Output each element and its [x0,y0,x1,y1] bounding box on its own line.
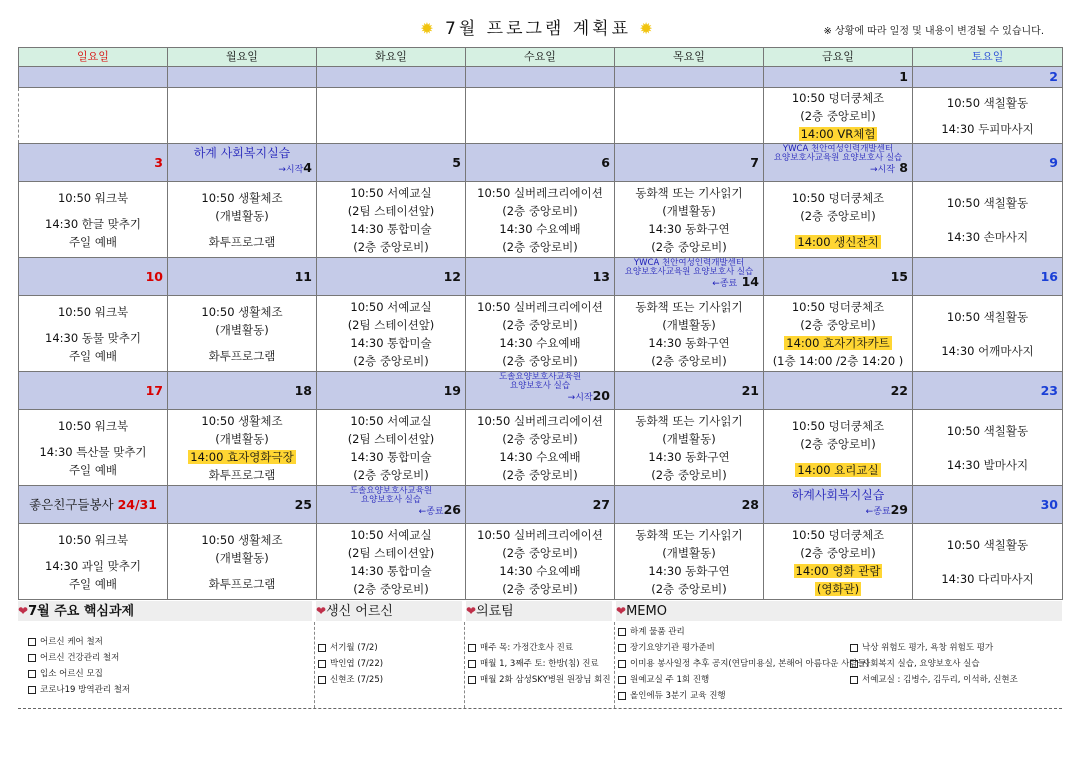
notice-text: ※ 상황에 따라 일정 및 내용이 변경될 수 있습니다. [823,26,1044,37]
date-cell: 15 [764,258,913,296]
checkbox-icon [468,660,476,668]
checkbox-icon [468,676,476,684]
list-item: 매주 목: 가정간호사 진료 [468,640,611,656]
date-cell: 28 [615,486,764,524]
date-cell [317,67,466,88]
weekday-header [19,48,1063,67]
date-cell: 17 [19,372,168,410]
list-item: 서기월 (7/2) [318,640,383,656]
program-cell: 10:50 덩더쿵체조 (2층 중앙로비) 14:00 VR체험 [764,88,913,144]
program-cell: 10:50 실버레크리에이션 (2층 중앙로비) 14:30 수요예배 (2층 중앙로비) [466,410,615,486]
date-cell: 18 [168,372,317,410]
date-cell: 13 [466,258,615,296]
event-note: 도솔요양보호사교육원 요양보호사 실습 [349,486,433,505]
date-cell: 3 [19,144,168,182]
date-cell: 30 [913,486,1063,524]
date-cell: 11 [168,258,317,296]
program-cell [19,88,168,144]
program-cell: 10:50 실버레크리에이션 (2층 중앙로비) 14:30 수요예배 (2층 중앙로비) [466,296,615,372]
event-note: YWCA 천안여성인력개발센터 요양보호사교육원 요양보호사 실습 [624,258,754,277]
heart-icon: ❤ [466,604,477,618]
program-row [19,524,1063,600]
checkbox-icon [850,660,858,668]
list-item: 박인엽 (7/22) [318,656,383,672]
highlight-event: 14:00 생신잔치 [797,234,879,249]
list-item: 올인에듀 3분기 교육 진행 [618,688,869,704]
program-cell: 10:50 덩더쿵체조 (2층 중앙로비) 14:00 효자기차카트 (1층 14:00 /2층 14:20 ) [764,296,913,372]
program-cell: 동화책 또는 기사읽기 (개별활동) 14:30 동화구연 (2층 중앙로비) [615,524,764,600]
program-cell: 10:50 워크북 14:30 특산물 맞추기 주일 예배 [19,410,168,486]
weekday-fri: 금요일 [764,48,913,67]
date-cell [466,67,615,88]
memo-header: ❤MEMO [616,601,1062,621]
event-note: 하계사회복지실습 [791,488,885,502]
date-cell: 하계 사회복지실습 →시작4 [168,144,317,182]
program-cell: 10:50 서예교실 (2팀 스테이션앞) 14:30 통합미술 (2층 중앙로비) [317,524,466,600]
weekday-sat: 토요일 [913,48,1063,67]
list-item: 하계 물품 관리 [618,624,869,640]
date-cell [19,67,168,88]
program-cell: 10:50 색칠활동 14:30 다리마사지 [913,524,1063,600]
list-item: 이미용 봉사일정 추후 공지(연담미용실, 본해어 아름다운 사람들) [618,656,869,672]
list-item: 신현조 (7/25) [318,672,383,688]
checkbox-icon [618,692,626,700]
date-cell: 1 [764,67,913,88]
date-cell: 하계사회복지실습 ←종료29 [764,486,913,524]
program-cell: 10:50 색칠활동 14:30 손마사지 [913,182,1063,258]
birthday-list [318,640,383,688]
date-cell: 7 [615,144,764,182]
program-cell [615,88,764,144]
program-cell: 10:50 실버레크리에이션 (2층 중앙로비) 14:30 수요예배 (2층 중앙로비) [466,524,615,600]
date-cell: 19 [317,372,466,410]
birthday-header: ❤생신 어르신 [316,601,462,621]
date-cell: 도솔요양보호사교육원 요양보호사 실습 ←종료26 [317,486,466,524]
event-note: 하계 사회복지실습 [193,146,291,160]
program-cell [466,88,615,144]
calendar-table [18,47,1063,600]
program-row [19,296,1063,372]
program-cell: 10:50 서예교실 (2팀 스테이션앞) 14:30 통합미술 (2층 중앙로비) [317,410,466,486]
checkbox-icon [850,676,858,684]
program-cell: 10:50 생활체조 (개별활동) 화투프로그램 [168,296,317,372]
program-cell: 10:50 워크북 14:30 한글 맞추기 주일 예배 [19,182,168,258]
bottom-panel [18,600,1062,709]
date-cell: YWCA 천안여성인력개발센터 요양보호사교육원 요양보호사 실습 →시작 8 [764,144,913,182]
tasks-list [28,634,130,698]
program-cell: 10:50 색칠활동 14:30 두피마사지 [913,88,1063,144]
weekday-wed: 수요일 [466,48,615,67]
program-cell: 10:50 덩더쿵체조 (2층 중앙로비) 14:00 생신잔치 [764,182,913,258]
date-cell [615,67,764,88]
date-cell: 27 [466,486,615,524]
date-row [19,486,1063,524]
checkbox-icon [28,654,36,662]
checkbox-icon [618,676,626,684]
checkbox-icon [618,628,626,636]
date-cell: 25 [168,486,317,524]
program-cell: 10:50 워크북 14:30 동물 맞추기 주일 예배 [19,296,168,372]
checkbox-icon [318,660,326,668]
list-item: 원예교실 주 1회 진행 [618,672,869,688]
date-cell: YWCA 천안여성인력개발센터 요양보호사교육원 요양보호사 실습 ←종료 14 [615,258,764,296]
highlight-event: 14:00 효자영화극장 [190,449,294,464]
checkbox-icon [28,670,36,678]
memo-list [618,624,869,704]
program-cell: 10:50 덩더쿵체조 (2층 중앙로비) 14:00 영화 관람 (영화관) [764,524,913,600]
date-cell: 도솔요양보호사교육원 요양보호사 실습 →시작20 [466,372,615,410]
list-item: 입소 어르신 모집 [28,666,130,682]
list-item: 어르신 건강관리 철저 [28,650,130,666]
date-row [19,258,1063,296]
program-cell: 10:50 서예교실 (2팀 스테이션앞) 14:30 통합미술 (2층 중앙로비) [317,296,466,372]
program-cell: 동화책 또는 기사읽기 (개별활동) 14:30 동화구연 (2층 중앙로비) [615,182,764,258]
date-row [19,144,1063,182]
list-item: 어르신 케어 철저 [28,634,130,650]
program-cell: 10:50 덩더쿵체조 (2층 중앙로비) 14:00 요리교실 [764,410,913,486]
list-item: 매월 1, 3째주 토: 한방(침) 진료 [468,656,611,672]
program-cell: 10:50 서예교실 (2팀 스테이션앞) 14:30 통합미술 (2층 중앙로비) [317,182,466,258]
program-cell [168,88,317,144]
program-row [19,182,1063,258]
event-note: YWCA 천안여성인력개발센터 요양보호사교육원 요양보호사 실습 [773,144,903,163]
program-cell: 10:50 색칠활동 14:30 어깨마사지 [913,296,1063,372]
checkbox-icon [318,644,326,652]
date-cell [168,67,317,88]
date-cell: 5 [317,144,466,182]
date-cell: 21 [615,372,764,410]
list-item: 장기요양기관 평가준비 [618,640,869,656]
program-row [19,88,1063,144]
highlight-event: 14:00 VR체험 [800,126,876,141]
list-item: 코로나19 방역관리 철저 [28,682,130,698]
highlight-event: (영화관) [816,581,860,596]
sun-icon: ✹ [639,19,656,38]
program-cell: 10:50 색칠활동 14:30 발마사지 [913,410,1063,486]
program-cell: 동화책 또는 기사읽기 (개별활동) 14:30 동화구연 (2층 중앙로비) [615,296,764,372]
list-item: 서예교실 : 김병수, 김두리, 이석하, 신현조 [850,672,1018,688]
date-cell: 10 [19,258,168,296]
program-row [19,410,1063,486]
highlight-event: 14:00 효자기차카트 [786,335,890,350]
checkbox-icon [618,644,626,652]
heart-icon: ❤ [316,604,327,618]
checkbox-icon [318,676,326,684]
date-cell: 16 [913,258,1063,296]
date-cell: 2 [913,67,1063,88]
weekday-sun: 일요일 [19,48,168,67]
program-cell [317,88,466,144]
list-item: 사회복지 실습, 요양보호사 실습 [850,656,1018,672]
date-cell: 12 [317,258,466,296]
medical-list [468,640,611,688]
weekday-mon: 월요일 [168,48,317,67]
event-note: 도솔요양보호사교육원 요양보호사 실습 [498,372,582,391]
checkbox-icon [618,660,626,668]
program-cell: 10:50 생활체조 (개별활동) 14:00 효자영화극장 화투프로그램 [168,410,317,486]
program-cell: 10:50 생활체조 (개별활동) 화투프로그램 [168,182,317,258]
program-cell: 동화책 또는 기사읽기 (개별활동) 14:30 동화구연 (2층 중앙로비) [615,410,764,486]
date-cell: 6 [466,144,615,182]
date-cell: 좋은친구들봉사 24/31 [19,486,168,524]
highlight-event: 14:00 영화 관람 [795,563,881,578]
program-cell: 10:50 워크북 14:30 과일 맞추기 주일 예배 [19,524,168,600]
page-title: ✹ 7월 프로그램 계획표 ✹ [420,19,656,39]
memo-list-2 [850,640,1018,688]
date-row [19,372,1063,410]
date-cell: 9 [913,144,1063,182]
program-cell: 10:50 실버레크리에이션 (2층 중앙로비) 14:30 수요예배 (2층 중앙로비) [466,182,615,258]
date-cell: 22 [764,372,913,410]
tasks-header: ❤7월 주요 핵심과제 [18,601,312,621]
highlight-event: 14:00 요리교실 [797,462,879,477]
checkbox-icon [468,644,476,652]
heart-icon: ❤ [18,604,29,618]
date-row [19,67,1063,88]
date-cell: 23 [913,372,1063,410]
program-cell: 10:50 생활체조 (개별활동) 화투프로그램 [168,524,317,600]
checkbox-icon [28,638,36,646]
checkbox-icon [850,644,858,652]
checkbox-icon [28,686,36,694]
heart-icon: ❤ [616,604,627,618]
medical-header: ❤의료팀 [466,601,612,621]
list-item: 낙상 위험도 평가, 욕창 위험도 평가 [850,640,1018,656]
list-item: 매월 2화 삼성SKY병원 원장님 회진 [468,672,611,688]
weekday-tue: 화요일 [317,48,466,67]
sun-icon: ✹ [420,19,437,38]
weekday-thu: 목요일 [615,48,764,67]
